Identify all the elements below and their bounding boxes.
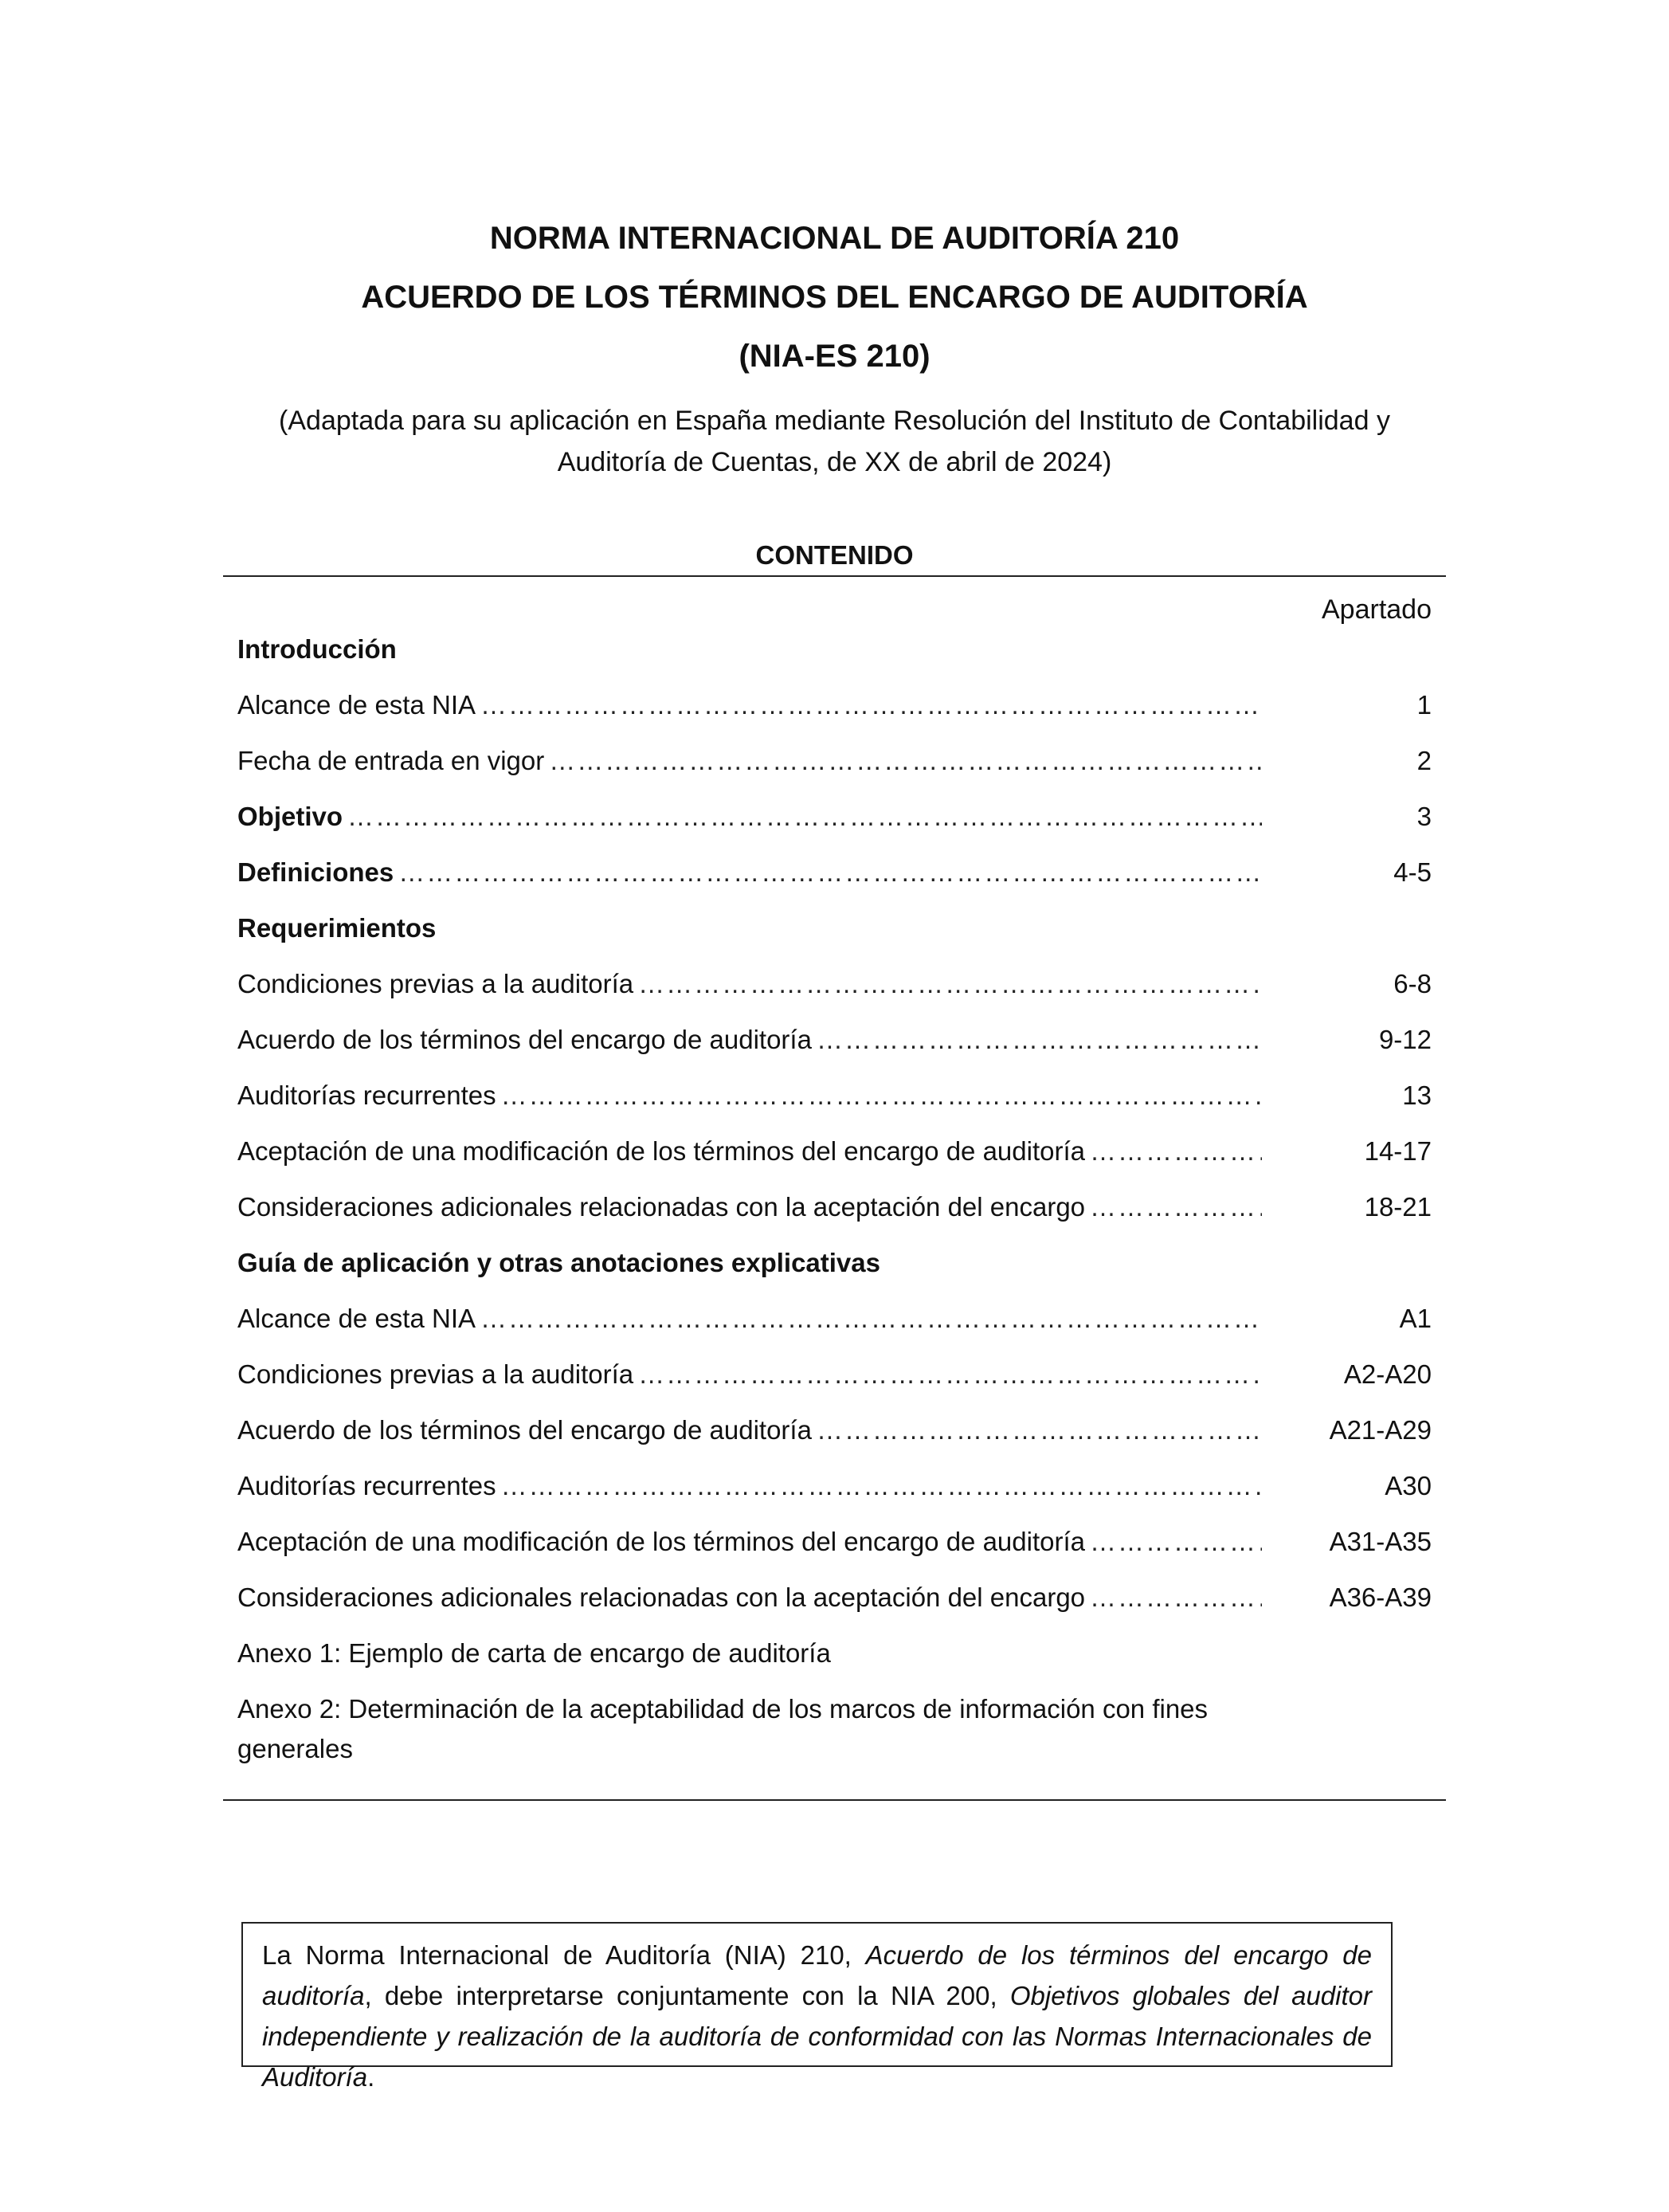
toc-entry-number: A30 <box>1385 1471 1432 1500</box>
toc-entry-number: A31-A35 <box>1329 1527 1432 1556</box>
toc-leader-dots <box>1090 1131 1262 1171</box>
title-line-1: NORMA INTERNACIONAL DE AUDITORÍA 210 <box>489 221 1180 256</box>
note-italic-title-2: Objetivos globales del auditor independiente y realización de la auditoría de conformidad con las Normas Internacionales de Auditoría <box>262 1981 1372 2092</box>
toc-row <box>237 1634 1432 1689</box>
toc-entry-title: Introducción <box>237 634 397 664</box>
toc-entry-title: Condiciones previas a la auditoría <box>237 1359 634 1389</box>
table-of-contents <box>223 535 1446 1801</box>
note-italic-title-1: Acuerdo de los términos del encargo de auditoría <box>262 1940 1372 2010</box>
toc-entry-number: 4-5 <box>1393 857 1432 887</box>
toc-entry-title: Consideraciones adicionales relacionadas con la aceptación del encargo <box>237 1583 1086 1612</box>
toc-row <box>237 1355 1432 1410</box>
toc-entry-title: Alcance de esta NIA <box>237 690 476 720</box>
toc-entry-number: 3 <box>1416 802 1432 831</box>
toc-entry-title: Definiciones <box>237 857 394 887</box>
toc-leader-dots <box>549 741 1262 781</box>
toc-row <box>237 1410 1432 1466</box>
toc-entry-title: Auditorías recurrentes <box>237 1471 496 1500</box>
toc-row <box>237 1578 1432 1634</box>
toc-leader-dots <box>1090 1522 1262 1562</box>
note-text: , debe interpretarse conjuntamente con la NIA 200, <box>364 1981 1010 2010</box>
toc-leader-dots <box>480 1299 1262 1339</box>
toc-row <box>237 1243 1432 1299</box>
contents-heading: CONTENIDO <box>755 540 914 570</box>
toc-leader-dots <box>638 964 1262 1004</box>
subtitle-line-2: Auditoría de Cuentas, de XX de abril de 2024) <box>557 447 1112 477</box>
toc-row <box>237 741 1432 797</box>
toc-entry-number: A1 <box>1399 1304 1432 1333</box>
toc-leader-dots <box>817 1020 1262 1060</box>
toc-leader-dots <box>398 853 1262 892</box>
note-text: La Norma Internacional de Auditoría (NIA) 210, <box>262 1940 866 1970</box>
toc-entry-title: Anexo 1: Ejemplo de carta de encargo de auditoría <box>237 1638 831 1668</box>
toc-entry-number: 13 <box>1402 1081 1432 1110</box>
toc-list <box>223 629 1446 1769</box>
title-block <box>0 209 1669 483</box>
note-box <box>241 1922 1393 2092</box>
toc-entry-title: Acuerdo de los términos del encargo de auditoría <box>237 1415 812 1445</box>
toc-entry-number: A36-A39 <box>1329 1583 1432 1612</box>
toc-row <box>237 629 1432 685</box>
toc-row <box>237 1187 1432 1243</box>
toc-row <box>237 1020 1432 1076</box>
toc-entry-number: A2-A20 <box>1343 1359 1432 1389</box>
toc-entry-number: 6-8 <box>1393 969 1432 998</box>
toc-leader-dots <box>501 1466 1262 1506</box>
toc-entry-title: Requerimientos <box>237 913 437 943</box>
toc-row <box>237 1076 1432 1131</box>
subtitle-line-1: (Adaptada para su aplicación en España mediante Resolución del Instituto de Contabilidad y <box>279 406 1390 436</box>
toc-entry-title: Acuerdo de los términos del encargo de auditoría <box>237 1025 812 1054</box>
toc-entry-title: Condiciones previas a la auditoría <box>237 969 634 998</box>
toc-leader-dots <box>480 685 1262 725</box>
toc-row <box>237 1689 1432 1769</box>
toc-entry-number: 1 <box>1416 690 1432 720</box>
toc-leader-dots <box>817 1410 1262 1450</box>
toc-row <box>237 1522 1432 1578</box>
toc-leader-dots <box>1090 1187 1262 1227</box>
toc-leader-dots <box>1090 1578 1262 1618</box>
toc-entry-title: Aceptación de una modificación de los términos del encargo de auditoría <box>237 1136 1085 1166</box>
toc-row <box>237 685 1432 741</box>
toc-entry-number: 2 <box>1416 746 1432 775</box>
title-line-2: ACUERDO DE LOS TÉRMINOS DEL ENCARGO DE AUDITORÍA <box>361 280 1308 315</box>
title-line-3: (NIA-ES 210) <box>739 339 930 374</box>
toc-entry-title: Fecha de entrada en vigor <box>237 746 545 775</box>
toc-entry-title: Guía de aplicación y otras anotaciones explicativas <box>237 1248 880 1277</box>
column-label-apartado: Apartado <box>1322 594 1432 625</box>
toc-row <box>237 853 1432 908</box>
toc-entry-number: 9-12 <box>1378 1025 1432 1054</box>
toc-entry-title: Consideraciones adicionales relacionadas con la aceptación del encargo <box>237 1192 1086 1222</box>
toc-entry-title: Alcance de esta NIA <box>237 1304 476 1333</box>
toc-entry-title: Anexo 2: Determinación de la aceptabilidad de los marcos de información con fines generales <box>237 1694 1209 1763</box>
top-divider <box>223 575 1446 577</box>
toc-row <box>237 1299 1432 1355</box>
bottom-divider <box>223 1799 1446 1801</box>
subtitle <box>0 400 1669 483</box>
toc-row <box>237 1131 1432 1187</box>
toc-entry-title: Objetivo <box>237 802 343 831</box>
toc-row <box>237 908 1432 964</box>
toc-entry-number: 14-17 <box>1364 1136 1432 1166</box>
toc-entry-number: 18-21 <box>1364 1192 1432 1222</box>
toc-leader-dots <box>347 797 1262 837</box>
toc-row <box>237 797 1432 853</box>
toc-leader-dots <box>638 1355 1262 1394</box>
toc-entry-title: Aceptación de una modificación de los términos del encargo de auditoría <box>237 1527 1085 1556</box>
toc-leader-dots <box>501 1076 1262 1116</box>
toc-row <box>237 1466 1432 1522</box>
toc-entry-title: Auditorías recurrentes <box>237 1081 496 1110</box>
toc-row <box>237 964 1432 1020</box>
note-text: . <box>367 2062 375 2092</box>
toc-entry-number: A21-A29 <box>1329 1415 1432 1445</box>
